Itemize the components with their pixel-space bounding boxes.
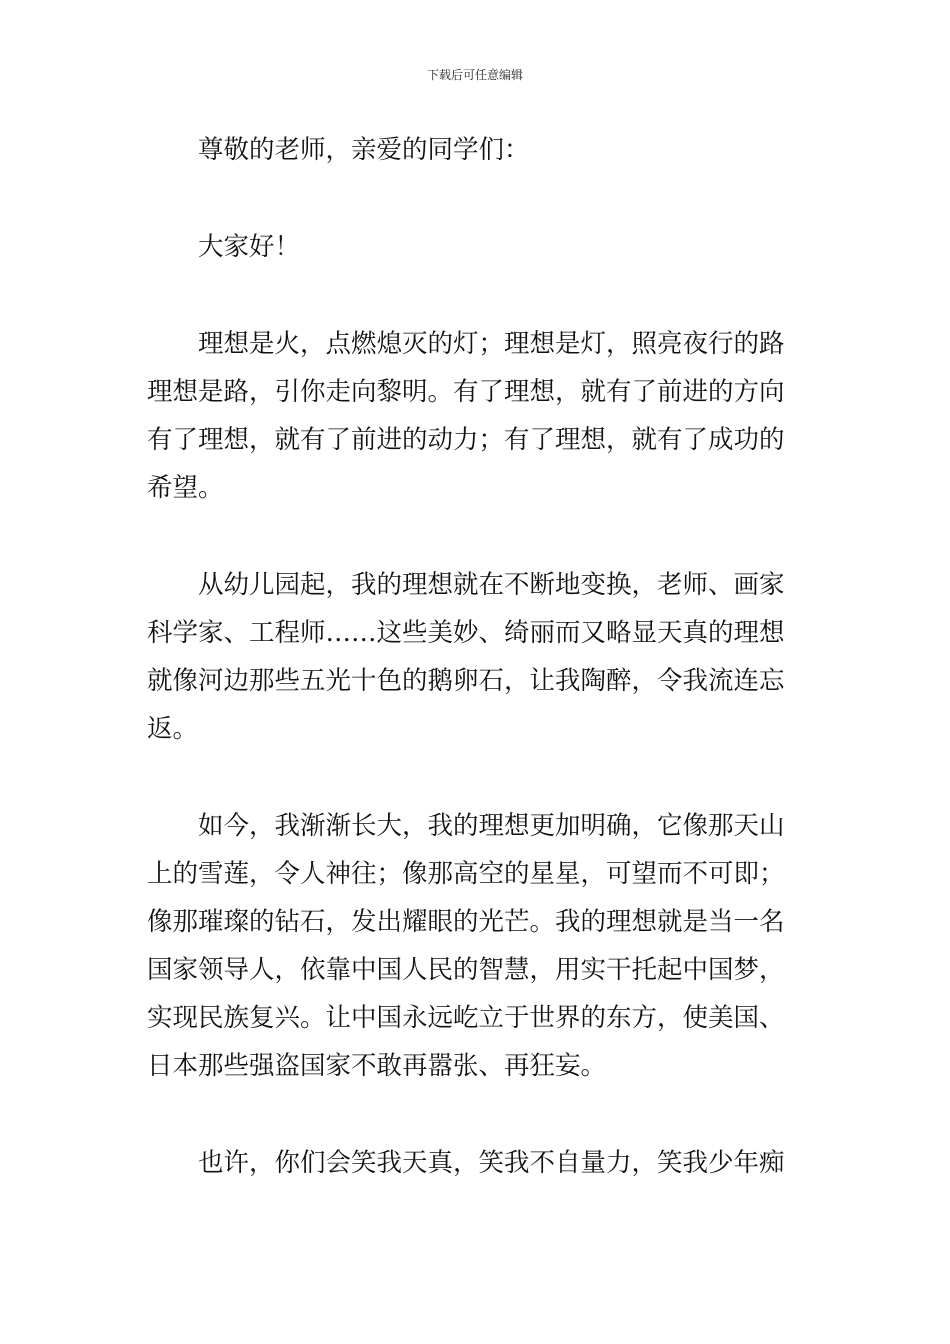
text-line: 尊敬的老师，亲爱的同学们： bbox=[198, 135, 530, 165]
paragraph-salutation bbox=[147, 126, 807, 174]
text-line: 如今，我渐渐长大，我的理想更加明确，它像那天山 bbox=[198, 811, 785, 841]
text-line: 希望。 bbox=[147, 473, 224, 503]
text-line: 日本那些强盗国家不敢再嚣张、再狂妄。 bbox=[147, 1051, 607, 1081]
text-line: 上的雪莲，令人神往；像那高空的星星，可望而不可即； bbox=[147, 859, 785, 889]
paragraph-greeting bbox=[147, 223, 807, 271]
document-body bbox=[147, 126, 807, 1236]
text-line: 像那璀璨的钻石，发出耀眼的光芒。我的理想就是当一名 bbox=[147, 907, 785, 937]
text-line: 返。 bbox=[147, 714, 199, 744]
text-line: 大家好！ bbox=[198, 232, 301, 262]
page-header: 下载后可任意编辑 bbox=[426, 68, 523, 82]
text-line: 国家领导人，依靠中国人民的智慧，用实干托起中国梦， bbox=[147, 955, 785, 985]
paragraph-now bbox=[147, 802, 807, 1090]
text-line: 就像河边那些五光十色的鹅卵石，让我陶醉，令我流连忘 bbox=[147, 666, 785, 696]
text-line: 实现民族复兴。让中国永远屹立于世界的东方，使美国、 bbox=[147, 1003, 785, 1033]
text-line: 科学家、工程师……这些美妙、绮丽而又略显天真的理想 bbox=[147, 618, 785, 648]
text-line: 从幼儿园起，我的理想就在不断地变换，老师、画家 bbox=[198, 570, 785, 600]
text-line: 理想是路，引你走向黎明。有了理想，就有了前进的方向 bbox=[147, 377, 785, 407]
text-line: 有了理想，就有了前进的动力；有了理想，就有了成功的 bbox=[147, 425, 785, 455]
paragraph-ideal-fire bbox=[147, 320, 807, 512]
text-line: 理想是火，点燃熄灭的灯；理想是灯，照亮夜行的路 bbox=[198, 329, 785, 359]
paragraph-kindergarten bbox=[147, 561, 807, 753]
paragraph-perhaps bbox=[147, 1139, 807, 1187]
text-line: 也许，你们会笑我天真，笑我不自量力，笑我少年痴 bbox=[198, 1148, 785, 1178]
